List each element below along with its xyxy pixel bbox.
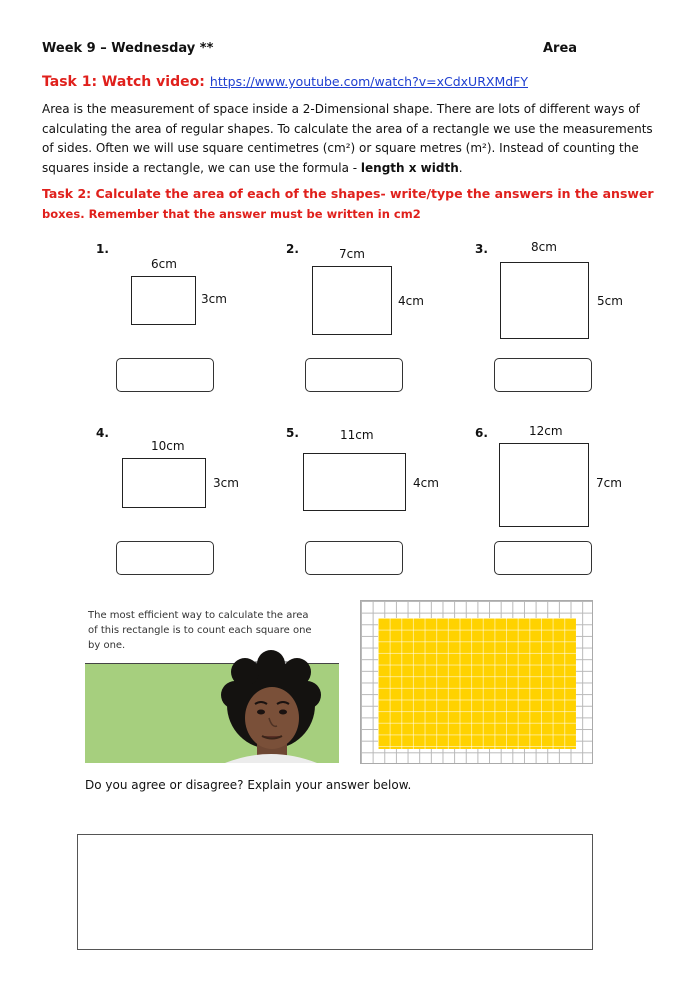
shape-number: 4. <box>96 426 109 440</box>
answer-box-1[interactable] <box>116 358 214 392</box>
intro-line: calculating the area of regular shapes. To calculate the area of a rectangle we use the measurements <box>42 121 653 136</box>
answer-box-6[interactable] <box>494 541 592 575</box>
intro-text: squares inside a rectangle, we can use the formula - <box>42 160 361 175</box>
explanation-answer-box[interactable] <box>77 834 593 950</box>
shape-number: 5. <box>286 426 299 440</box>
answer-box-4[interactable] <box>116 541 214 575</box>
topic-label: Area <box>543 41 578 56</box>
task2-instructions <box>42 183 662 225</box>
shape-height-label: 4cm <box>413 476 439 490</box>
task2-line: boxes. Remember that the answer must be written in cm2 <box>42 207 421 221</box>
shape-height-label: 3cm <box>213 476 239 490</box>
answer-box-2[interactable] <box>305 358 403 392</box>
rectangle-shape <box>312 266 392 335</box>
intro-text: . <box>458 160 463 175</box>
task1-label: Task 1: Watch video: <box>42 74 205 90</box>
video-link[interactable]: https://www.youtube.com/watch?v=xCdxURXMdFY <box>209 74 528 89</box>
bubble-line: of this rectangle is to count each square one <box>88 625 312 636</box>
rectangle-shape <box>131 276 196 325</box>
page-title: Week 9 – Wednesday ** <box>42 41 214 56</box>
formula-text: length x width <box>360 160 459 175</box>
shape-width-label: 7cm <box>339 247 365 261</box>
shape-number: 6. <box>475 426 488 440</box>
bubble-line: The most efficient way to calculate the area <box>88 610 309 621</box>
shape-number: 1. <box>96 242 109 256</box>
task2-line: Task 2: Calculate the area of each of the shapes- write/type the answers in the answer <box>42 186 654 201</box>
answer-box-3[interactable] <box>494 358 592 392</box>
yellow-rectangle <box>378 618 576 749</box>
shape-width-label: 6cm <box>151 257 177 271</box>
shape-height-label: 3cm <box>201 292 227 306</box>
character-illustration <box>85 600 339 763</box>
shape-width-label: 8cm <box>531 240 557 254</box>
shape-height-label: 4cm <box>398 294 424 308</box>
intro-line: of sides. Often we will use square centimetres (cm²) or square metres (m²). Instead of counting the <box>42 141 639 155</box>
character-figure <box>85 600 339 763</box>
shape-width-label: 10cm <box>151 439 185 453</box>
task1-row <box>42 71 528 90</box>
square-grid <box>360 600 593 764</box>
shape-number: 2. <box>286 242 299 256</box>
shape-height-label: 7cm <box>596 476 622 490</box>
intro-line: Area is the measurement of space inside a 2-Dimensional shape. There are lots of different ways of <box>42 102 640 116</box>
rectangle-shape <box>500 262 589 339</box>
question-text: Do you agree or disagree? Explain your answer below. <box>85 778 412 792</box>
answer-box-5[interactable] <box>305 541 403 575</box>
intro-paragraph <box>42 100 662 178</box>
rectangle-shape <box>303 453 406 511</box>
shape-number: 3. <box>475 242 488 256</box>
shape-height-label: 5cm <box>597 294 623 308</box>
shape-width-label: 12cm <box>529 424 563 438</box>
shape-width-label: 11cm <box>340 428 374 442</box>
intro-line <box>42 159 662 179</box>
rectangle-shape <box>499 443 589 527</box>
rectangle-shape <box>122 458 206 508</box>
bubble-line: by one. <box>88 640 126 651</box>
